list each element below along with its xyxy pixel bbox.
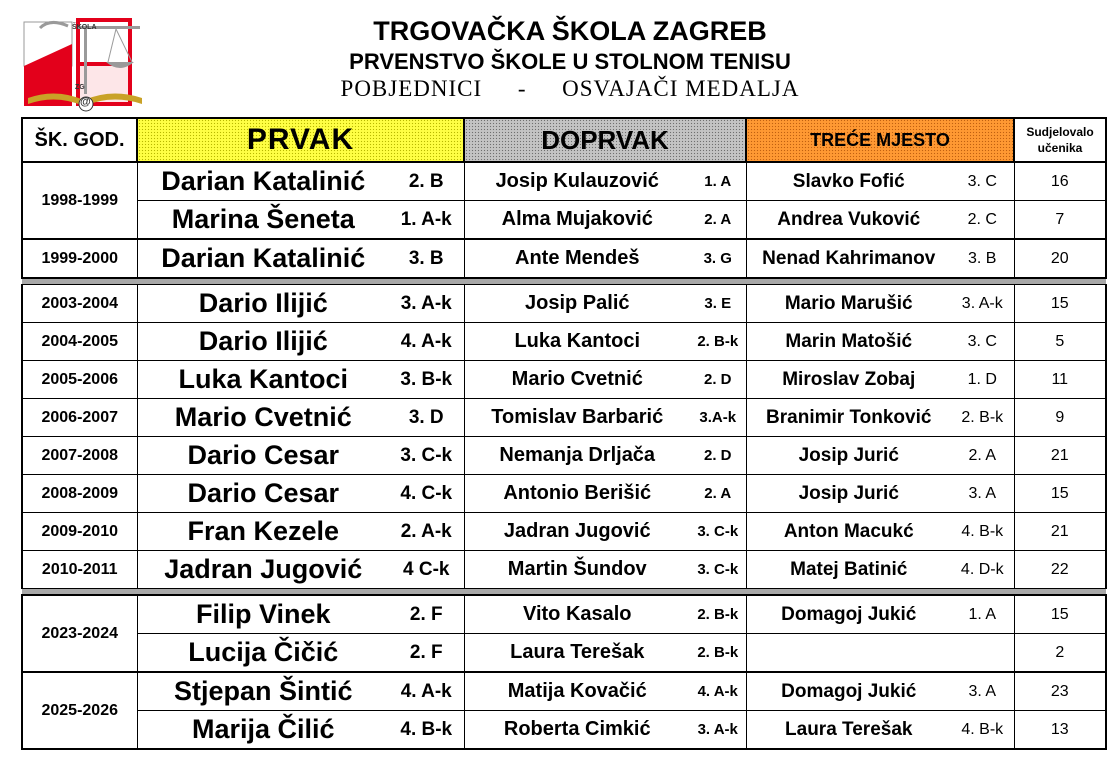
third-place-name: Josip Jurić [746, 475, 951, 513]
participant-count: 2 [1014, 634, 1106, 673]
third-place-name: Slavko Fofić [746, 162, 951, 201]
third-place-class: 4. B-k [951, 711, 1014, 750]
champion-class: 3. D [389, 399, 464, 437]
table-row [22, 361, 1106, 399]
runner-up-name: Roberta Cimkić [464, 711, 690, 750]
champion-name: Lucija Čičić [137, 634, 389, 673]
third-place-class: 2. C [951, 201, 1014, 240]
third-place-name: Mario Marušić [746, 285, 951, 323]
third-place-name: Miroslav Zobaj [746, 361, 951, 399]
runner-up-class: 2. A [690, 201, 746, 240]
third-place-name: Laura Terešak [746, 711, 951, 750]
third-place-name: Andrea Vuković [746, 201, 951, 240]
champion-class: 3. B-k [389, 361, 464, 399]
caption-left: POBJEDNICI [340, 76, 483, 101]
table-row [22, 162, 1106, 201]
participant-count: 15 [1014, 595, 1106, 634]
logo-text-bottom: ZG [75, 84, 85, 91]
season-year: 1999-2000 [22, 239, 137, 278]
participant-count: 7 [1014, 201, 1106, 240]
runner-up-class: 3. C-k [690, 513, 746, 551]
logo-at-symbol: @ [80, 96, 91, 108]
participant-count: 21 [1014, 513, 1106, 551]
participant-count: 9 [1014, 399, 1106, 437]
third-place-name: Nenad Kahrimanov [746, 239, 951, 278]
runner-up-class: 2. B-k [690, 595, 746, 634]
third-place-class: 4. D-k [951, 551, 1014, 589]
table-row [22, 201, 1106, 240]
table-row [22, 634, 1106, 673]
table-row [22, 711, 1106, 750]
participant-count: 11 [1014, 361, 1106, 399]
participant-count: 13 [1014, 711, 1106, 750]
third-place-class: 3. C [951, 323, 1014, 361]
champion-name: Filip Vinek [137, 595, 389, 634]
third-place-name [746, 634, 951, 673]
third-place-class: 3. A-k [951, 285, 1014, 323]
table-row [22, 239, 1106, 278]
champion-class: 1. A-k [389, 201, 464, 240]
season-year: 2005-2006 [22, 361, 137, 399]
third-place-class: 4. B-k [951, 513, 1014, 551]
table-row [22, 323, 1106, 361]
champion-class: 2. F [389, 595, 464, 634]
champion-class: 2. F [389, 634, 464, 673]
champion-name: Fran Kezele [137, 513, 389, 551]
runner-up-name: Alma Mujaković [464, 201, 690, 240]
runner-up-name: Laura Terešak [464, 634, 690, 673]
champion-class: 4. A-k [389, 672, 464, 711]
col-header-trece: TREĆE MJESTO [746, 118, 1014, 162]
caption-right: OSVAJAČI MEDALJA [562, 76, 800, 101]
champion-name: Dario Cesar [137, 475, 389, 513]
caption-dash: - [517, 76, 527, 101]
champion-name: Dario Ilijić [137, 323, 389, 361]
col-header-doprvak: DOPRVAK [464, 118, 746, 162]
runner-up-name: Tomislav Barbarić [464, 399, 690, 437]
champion-class: 2. A-k [389, 513, 464, 551]
runner-up-class: 3.A-k [690, 399, 746, 437]
page-caption [190, 76, 950, 102]
runner-up-class: 2. D [690, 361, 746, 399]
table-row [22, 437, 1106, 475]
champion-name: Mario Cvetnić [137, 399, 389, 437]
champion-class: 3. A-k [389, 285, 464, 323]
runner-up-class: 3. E [690, 285, 746, 323]
participant-count: 20 [1014, 239, 1106, 278]
season-year: 2007-2008 [22, 437, 137, 475]
runner-up-name: Vito Kasalo [464, 595, 690, 634]
runner-up-name: Luka Kantoci [464, 323, 690, 361]
table-row [22, 513, 1106, 551]
participant-count: 15 [1014, 285, 1106, 323]
col-header-sudjelovalo: Sudjelovalo učenika [1014, 118, 1106, 162]
third-place-class [951, 634, 1014, 673]
runner-up-class: 2. B-k [690, 634, 746, 673]
champion-name: Marina Šeneta [137, 201, 389, 240]
header [190, 14, 950, 102]
champion-class: 4. A-k [389, 323, 464, 361]
third-place-class: 1. D [951, 361, 1014, 399]
season-year: 2009-2010 [22, 513, 137, 551]
runner-up-name: Martin Šundov [464, 551, 690, 589]
header-row [22, 118, 1106, 162]
champion-class: 4 C-k [389, 551, 464, 589]
champion-class: 4. B-k [389, 711, 464, 750]
table-row [22, 399, 1106, 437]
runner-up-class: 2. A [690, 475, 746, 513]
col-header-prvak: PRVAK [137, 118, 464, 162]
runner-up-class: 3. C-k [690, 551, 746, 589]
runner-up-name: Josip Kulauzović [464, 162, 690, 201]
season-year: 2025-2026 [22, 672, 137, 749]
season-year: 2010-2011 [22, 551, 137, 589]
third-place-class: 2. A [951, 437, 1014, 475]
third-place-name: Domagoj Jukić [746, 595, 951, 634]
runner-up-class: 3. A-k [690, 711, 746, 750]
season-year: 2008-2009 [22, 475, 137, 513]
champion-name: Luka Kantoci [137, 361, 389, 399]
table-row [22, 285, 1106, 323]
third-place-name: Domagoj Jukić [746, 672, 951, 711]
champion-name: Jadran Jugović [137, 551, 389, 589]
third-place-name: Matej Batinić [746, 551, 951, 589]
table-row [22, 475, 1106, 513]
table-row [22, 551, 1106, 589]
runner-up-class: 2. B-k [690, 323, 746, 361]
champion-name: Darian Katalinić [137, 239, 389, 278]
third-place-class: 2. B-k [951, 399, 1014, 437]
champion-class: 3. B [389, 239, 464, 278]
third-place-name: Branimir Tonković [746, 399, 951, 437]
third-place-class: 3. A [951, 475, 1014, 513]
season-year: 2023-2024 [22, 595, 137, 672]
champion-name: Dario Ilijić [137, 285, 389, 323]
participant-count: 5 [1014, 323, 1106, 361]
runner-up-class: 2. D [690, 437, 746, 475]
third-place-class: 3. A [951, 672, 1014, 711]
third-place-name: Josip Jurić [746, 437, 951, 475]
page-title: TRGOVAČKA ŠKOLA ZAGREB [373, 16, 767, 46]
champion-class: 2. B [389, 162, 464, 201]
runner-up-name: Mario Cvetnić [464, 361, 690, 399]
third-place-name: Marin Matošić [746, 323, 951, 361]
champion-class: 4. C-k [389, 475, 464, 513]
champion-name: Dario Cesar [137, 437, 389, 475]
season-year: 2006-2007 [22, 399, 137, 437]
runner-up-name: Jadran Jugović [464, 513, 690, 551]
season-year: 2004-2005 [22, 323, 137, 361]
school-logo [20, 14, 150, 116]
third-place-class: 1. A [951, 595, 1014, 634]
participant-count: 23 [1014, 672, 1106, 711]
runner-up-name: Josip Palić [464, 285, 690, 323]
logo-text-top: ŠKOLA [72, 24, 97, 31]
participant-count: 16 [1014, 162, 1106, 201]
runner-up-class: 1. A [690, 162, 746, 201]
participant-count: 15 [1014, 475, 1106, 513]
table-row [22, 672, 1106, 711]
runner-up-class: 3. G [690, 239, 746, 278]
runner-up-class: 4. A-k [690, 672, 746, 711]
runner-up-name: Nemanja Drljača [464, 437, 690, 475]
season-year: 1998-1999 [22, 162, 137, 239]
third-place-class: 3. C [951, 162, 1014, 201]
third-place-class: 3. B [951, 239, 1014, 278]
runner-up-name: Matija Kovačić [464, 672, 690, 711]
page-subtitle: PRVENSTVO ŠKOLE U STOLNOM TENISU [349, 49, 791, 74]
champion-class: 3. C-k [389, 437, 464, 475]
champion-name: Stjepan Šintić [137, 672, 389, 711]
col-header-year: ŠK. GOD. [22, 118, 137, 162]
participant-count: 21 [1014, 437, 1106, 475]
champion-name: Darian Katalinić [137, 162, 389, 201]
third-place-name: Anton Macukć [746, 513, 951, 551]
runner-up-name: Ante Mendeš [464, 239, 690, 278]
season-year: 2003-2004 [22, 285, 137, 323]
table-row [22, 595, 1106, 634]
participant-count: 22 [1014, 551, 1106, 589]
results-table [21, 117, 1107, 750]
runner-up-name: Antonio Berišić [464, 475, 690, 513]
champion-name: Marija Čilić [137, 711, 389, 750]
